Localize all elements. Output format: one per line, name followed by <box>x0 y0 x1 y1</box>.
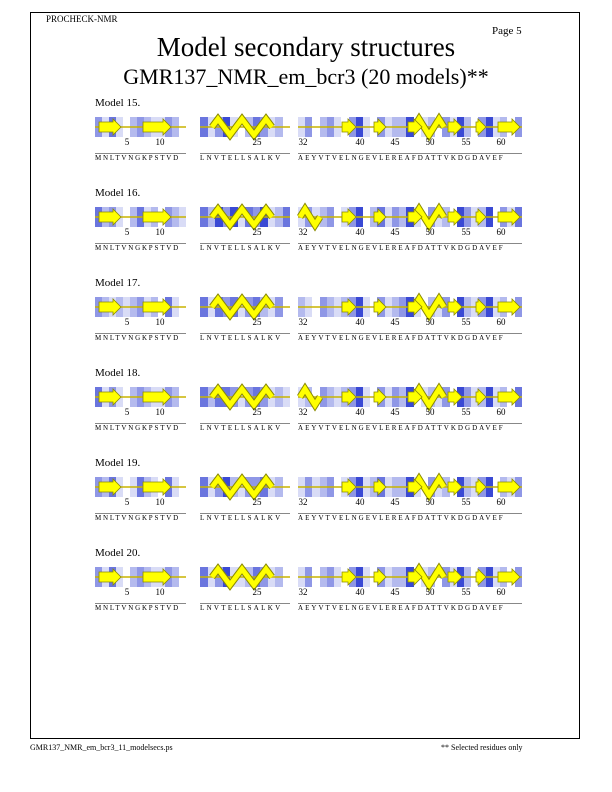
strand-arrow <box>342 119 356 135</box>
sequence-text: LNVTELLSALKV <box>200 604 283 612</box>
strand-arrow <box>498 479 520 495</box>
tick-label: 55 <box>461 137 471 147</box>
tick-label: 10 <box>155 587 165 597</box>
tick-label: 10 <box>155 497 165 507</box>
page-title: Model secondary structures <box>156 32 456 62</box>
tick-label: 60 <box>496 587 506 597</box>
residue-ticks <box>95 407 186 419</box>
strand-arrow <box>342 479 356 495</box>
tick-label: 45 <box>390 317 400 327</box>
tick-label: 50 <box>425 317 435 327</box>
sequence-text: LNVTELLSALKV <box>200 334 283 342</box>
residue-ticks <box>200 137 290 149</box>
secondary-structure-track <box>200 207 290 227</box>
model-block <box>0 457 612 547</box>
residue-ticks <box>200 407 290 419</box>
tick-label: 5 <box>124 407 130 417</box>
tick-label: 45 <box>390 587 400 597</box>
sequence-text: MNLTVNGKPSTVD <box>95 604 180 612</box>
tick-label: 55 <box>461 497 471 507</box>
model-label: Model 18. <box>95 367 141 379</box>
tick-label: 5 <box>124 317 130 327</box>
model-label: Model 19. <box>95 457 141 469</box>
sequence-text: LNVTELLSALKV <box>200 154 283 162</box>
tick-label: 50 <box>425 587 435 597</box>
sequence-text: LNVTELLSALKV <box>200 244 283 252</box>
tick-label: 60 <box>496 407 506 417</box>
tick-label: 55 <box>461 587 471 597</box>
sequence-text: MNLTVNGKPSTVD <box>95 154 180 162</box>
residue-ticks <box>95 317 186 329</box>
tick-label: 5 <box>124 497 130 507</box>
strand-arrow <box>448 299 462 315</box>
sequence-text: AEYVTVELNGEVLEREAFDATTVKDGDAVEF <box>298 244 505 252</box>
strand-arrow <box>99 479 121 495</box>
tick-label: 45 <box>390 407 400 417</box>
tick-label: 25 <box>252 317 262 327</box>
residue-ticks <box>95 587 186 599</box>
page-subtitle: GMR137_NMR_em_bcr3 (20 models)** <box>123 64 489 89</box>
residue-ticks <box>298 497 522 509</box>
strand-arrow <box>448 389 462 405</box>
strand-arrow <box>374 299 386 315</box>
secondary-structure-track <box>200 297 290 317</box>
strand-arrow <box>498 569 520 585</box>
tick-label: 50 <box>425 137 435 147</box>
model-label: Model 15. <box>95 97 141 109</box>
footer-note: ** Selected residues only <box>441 743 523 752</box>
model-block <box>0 187 612 277</box>
model-label: Model 20. <box>95 547 141 559</box>
strand-arrow <box>498 209 520 225</box>
program-name: PROCHECK-NMR <box>46 14 118 24</box>
model-label: Model 16. <box>95 187 141 199</box>
strand-arrow <box>476 479 486 495</box>
secondary-structure-track <box>298 297 522 317</box>
secondary-structure-track <box>95 567 186 587</box>
tick-label: 45 <box>390 227 400 237</box>
tick-label: 60 <box>496 317 506 327</box>
secondary-structure-track <box>298 117 522 137</box>
tick-label: 25 <box>252 587 262 597</box>
model-block <box>0 547 612 637</box>
tick-label: 50 <box>425 227 435 237</box>
tick-label: 10 <box>155 317 165 327</box>
footer-filename: GMR137_NMR_em_bcr3_11_modelsecs.ps <box>30 743 173 752</box>
strand-arrow <box>476 389 486 405</box>
secondary-structure-track <box>298 567 522 587</box>
strand-arrow <box>498 119 520 135</box>
strand-arrow <box>99 209 121 225</box>
model-block <box>0 97 612 187</box>
strand-arrow <box>143 119 171 135</box>
residue-ticks <box>95 137 186 149</box>
sequence-text: LNVTELLSALKV <box>200 514 283 522</box>
sequence-text: MNLTVNGKPSTVD <box>95 424 180 432</box>
residue-ticks <box>298 137 522 149</box>
tick-label: 60 <box>496 227 506 237</box>
sequence-text: AEYVTVELNGEVLEREAFDATTVKDGDAVEF <box>298 604 505 612</box>
residue-ticks <box>95 227 186 239</box>
tick-label: 32 <box>298 137 308 147</box>
strand-arrow <box>143 389 171 405</box>
model-block <box>0 277 612 367</box>
secondary-structure-track <box>200 567 290 587</box>
sequence-text: MNLTVNGKPSTVD <box>95 334 180 342</box>
model-label: Model 17. <box>95 277 141 289</box>
strand-arrow <box>342 209 356 225</box>
tick-label: 5 <box>124 587 130 597</box>
residue-ticks <box>200 317 290 329</box>
tick-label: 40 <box>355 497 365 507</box>
tick-label: 32 <box>298 227 308 237</box>
strand-arrow <box>448 119 462 135</box>
secondary-structure-track <box>298 207 522 227</box>
strand-arrow <box>374 479 386 495</box>
strand-arrow <box>143 479 171 495</box>
strand-arrow <box>374 209 386 225</box>
secondary-structure-track <box>298 387 522 407</box>
tick-label: 40 <box>355 407 365 417</box>
strand-arrow <box>342 389 356 405</box>
residue-ticks <box>200 497 290 509</box>
strand-arrow <box>374 569 386 585</box>
strand-arrow <box>143 299 171 315</box>
tick-label: 5 <box>124 137 130 147</box>
strand-arrow <box>498 389 520 405</box>
strand-arrow <box>143 569 171 585</box>
tick-label: 55 <box>461 407 471 417</box>
tick-label: 32 <box>298 587 308 597</box>
strand-arrow <box>476 299 486 315</box>
sequence-text: MNLTVNGKPSTVD <box>95 244 180 252</box>
strand-arrow <box>143 209 171 225</box>
strand-arrow <box>448 209 462 225</box>
residue-ticks <box>200 587 290 599</box>
residue-ticks <box>200 227 290 239</box>
strand-arrow <box>342 569 356 585</box>
tick-label: 55 <box>461 227 471 237</box>
strand-arrow <box>99 569 121 585</box>
secondary-structure-track <box>95 117 186 137</box>
tick-label: 25 <box>252 137 262 147</box>
tick-label: 40 <box>355 227 365 237</box>
strand-arrow <box>476 569 486 585</box>
residue-ticks <box>95 497 186 509</box>
tick-label: 60 <box>496 497 506 507</box>
page-number: Page 5 <box>492 25 522 37</box>
residue-ticks <box>298 227 522 239</box>
model-block <box>0 367 612 457</box>
tick-label: 40 <box>355 137 365 147</box>
tick-label: 25 <box>252 497 262 507</box>
strand-arrow <box>99 299 121 315</box>
secondary-structure-track <box>200 117 290 137</box>
tick-label: 45 <box>390 497 400 507</box>
residue-ticks <box>298 587 522 599</box>
secondary-structure-track <box>95 207 186 227</box>
tick-label: 50 <box>425 407 435 417</box>
strand-arrow <box>498 299 520 315</box>
strand-arrow <box>99 119 121 135</box>
tick-label: 10 <box>155 137 165 147</box>
secondary-structure-track <box>200 387 290 407</box>
sequence-text: MNLTVNGKPSTVD <box>95 514 180 522</box>
tick-label: 5 <box>124 227 130 237</box>
residue-ticks <box>298 317 522 329</box>
secondary-structure-track <box>95 297 186 317</box>
strand-arrow <box>374 389 386 405</box>
secondary-structure-track <box>200 477 290 497</box>
tick-label: 45 <box>390 137 400 147</box>
strand-arrow <box>448 569 462 585</box>
sequence-text: AEYVTVELNGEVLEREAFDATTVKDGDAVEF <box>298 334 505 342</box>
tick-label: 40 <box>355 587 365 597</box>
residue-ticks <box>298 407 522 419</box>
tick-label: 55 <box>461 317 471 327</box>
tick-label: 40 <box>355 317 365 327</box>
strand-arrow <box>374 119 386 135</box>
tick-label: 25 <box>252 227 262 237</box>
tick-label: 60 <box>496 137 506 147</box>
strand-arrow <box>448 479 462 495</box>
sequence-text: AEYVTVELNGEVLEREAFDATTVKDGDAVEF <box>298 154 505 162</box>
tick-label: 50 <box>425 497 435 507</box>
tick-label: 10 <box>155 227 165 237</box>
secondary-structure-track <box>298 477 522 497</box>
sequence-text: AEYVTVELNGEVLEREAFDATTVKDGDAVEF <box>298 514 505 522</box>
strand-arrow <box>476 119 486 135</box>
sequence-text: LNVTELLSALKV <box>200 424 283 432</box>
tick-label: 10 <box>155 407 165 417</box>
tick-label: 32 <box>298 317 308 327</box>
sequence-text: AEYVTVELNGEVLEREAFDATTVKDGDAVEF <box>298 424 505 432</box>
strand-arrow <box>342 299 356 315</box>
tick-label: 25 <box>252 407 262 417</box>
secondary-structure-track <box>95 477 186 497</box>
secondary-structure-track <box>95 387 186 407</box>
tick-label: 32 <box>298 407 308 417</box>
strand-arrow <box>476 209 486 225</box>
tick-label: 32 <box>298 497 308 507</box>
strand-arrow <box>99 389 121 405</box>
